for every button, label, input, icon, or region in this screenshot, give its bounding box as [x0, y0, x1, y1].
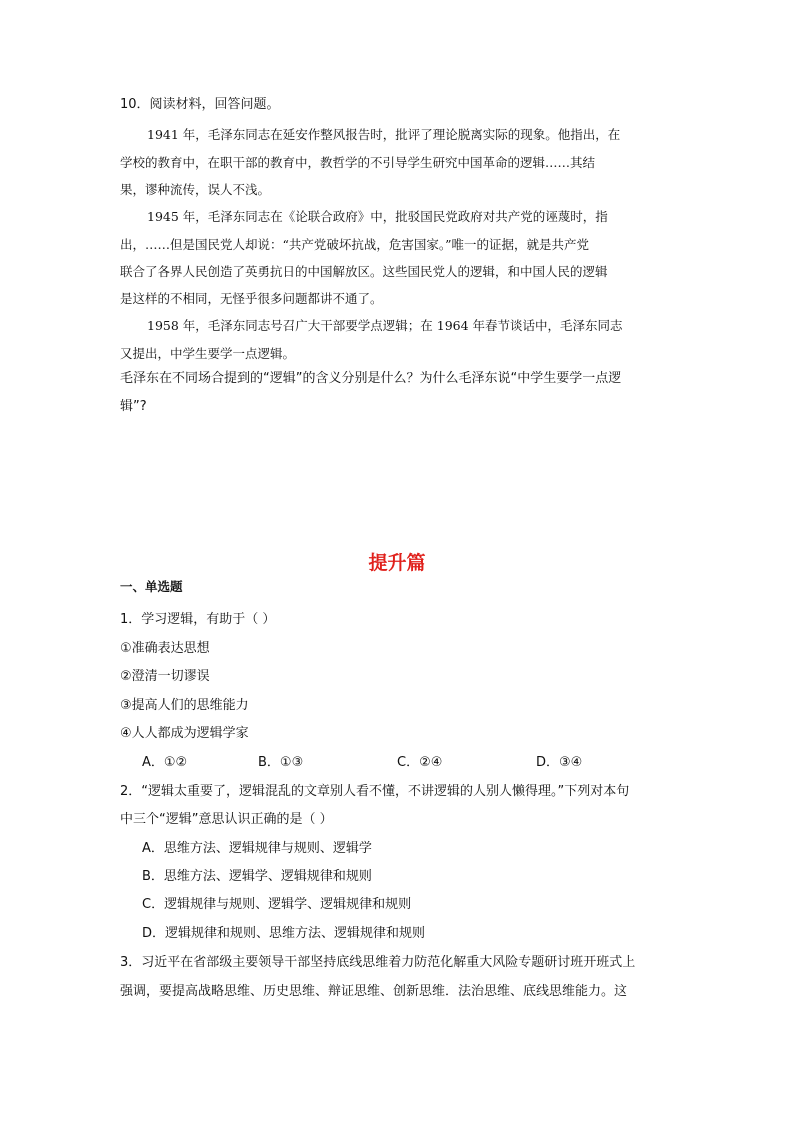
material-paragraph-1-line-3: 果，谬种流传，误人不浅。 [120, 182, 271, 197]
question-1-option-c[interactable]: C．②④ [397, 755, 443, 770]
question-3-stem-line-1: 3．习近平在省部级主要领导干部坚持底线思维着力防范化解重大风险专题研讨班开班式上 [120, 955, 636, 970]
question-2-stem-line-1: 2．“逻辑太重要了，逻辑混乱的文章别人看不懂，不讲逻辑的人别人懒得理。”下列对本句 [120, 784, 630, 799]
material-paragraph-3-line-2: 又提出，中学生要学一点逻辑。 [120, 346, 296, 361]
material-paragraph-2-line-3: 联合了各界人民创造了英勇抗日的中国解放区。这些国民党人的逻辑，和中国人民的逻辑 [120, 264, 608, 279]
question-2-option-a[interactable]: A．思维方法、逻辑规律与规则、逻辑学 [142, 841, 372, 856]
question-1-option-d[interactable]: D．③④ [536, 755, 583, 770]
question-2-option-b[interactable]: B．思维方法、逻辑学、逻辑规律和规则 [142, 869, 372, 884]
question-1-item-2: ②澄清一切谬误 [120, 669, 210, 684]
section-title: 提升篇 [368, 552, 426, 574]
material-paragraph-2-line-2: 出，……但是国民党人却说：“共产党破坏抗战，危害国家。”唯一的证据，就是共产党 [120, 237, 590, 252]
material-paragraph-1-line-2: 学校的教育中，在职干部的教育中，教哲学的不引导学生研究中国革命的逻辑……其结 [120, 155, 596, 170]
part-heading: 一、单选题 [120, 579, 183, 594]
question-2-option-c[interactable]: C．逻辑规律与规则、逻辑学、逻辑规律和规则 [142, 897, 412, 912]
question-2-option-d[interactable]: D．逻辑规律和规则、思维方法、逻辑规律和规则 [142, 926, 426, 941]
material-paragraph-1-line-1: 1941 年，毛泽东同志在延安作整风报告时，批评了理论脱离实际的现象。他指出，在 [147, 127, 621, 142]
material-paragraph-3-line-1: 1958 年，毛泽东同志号召广大干部要学点逻辑；在 1964 年春节谈话中，毛泽东同志 [147, 318, 623, 333]
material-paragraph-2-line-1: 1945 年，毛泽东同志在《论联合政府》中，批驳国民党政府对共产党的诬蔑时，指 [147, 209, 608, 224]
question-1-option-a[interactable]: A．①② [142, 755, 188, 770]
question-10-prompt-line-2: 辑”? [120, 399, 147, 414]
question-1-item-4: ④人人都成为逻辑学家 [120, 726, 249, 741]
question-1-stem: 1．学习逻辑，有助于（ ） [120, 612, 276, 627]
question-2-stem-line-2: 中三个“逻辑”意思认识正确的是（ ） [120, 812, 333, 827]
question-1-item-3: ③提高人们的思维能力 [120, 698, 249, 713]
question-10-heading: 10．阅读材料，回答问题。 [120, 97, 280, 112]
question-1-option-b[interactable]: B．①③ [258, 755, 304, 770]
question-10-prompt-line-1: 毛泽东在不同场合提到的“逻辑”的含义分别是什么？为什么毛泽东说“中学生要学一点逻 [120, 371, 622, 386]
question-1-item-1: ①准确表达思想 [120, 641, 210, 656]
question-3-stem-line-2: 强调，要提高战略思维、历史思维、辩证思维、创新思维．法治思维、底线思维能力。这 [120, 984, 628, 999]
material-paragraph-2-line-4: 是这样的不相同，无怪乎很多问题都讲不通了。 [120, 291, 383, 306]
